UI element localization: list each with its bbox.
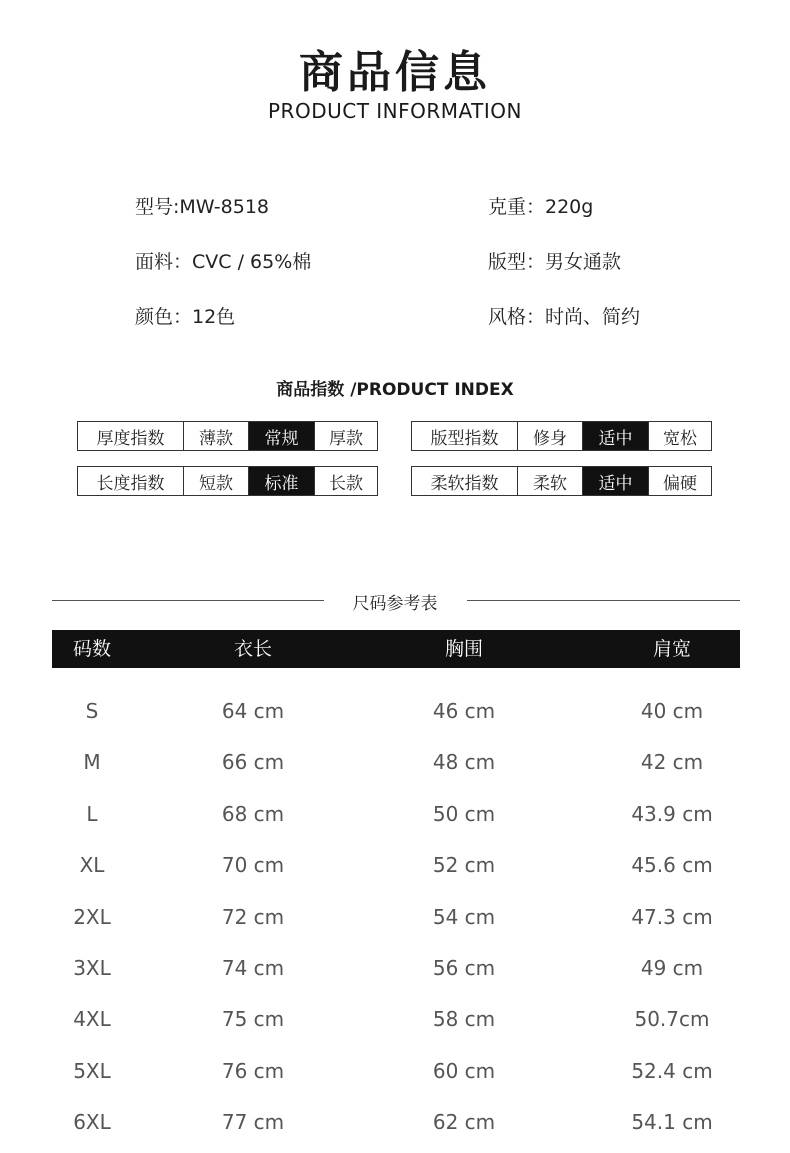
cell-size: 4XL (73, 1007, 111, 1032)
cell-length: 66 cm (221, 750, 285, 775)
index-label: 长度指数 (96, 473, 165, 494)
cell-length: 75 cm (221, 1007, 285, 1032)
page-subtitle: PRODUCT INFORMATION (268, 99, 522, 123)
cell-length: 64 cm (221, 699, 285, 723)
size-table-heading: 尺码参考表 (352, 594, 438, 614)
table-row (52, 850, 740, 880)
cell-size: 5XL (73, 1058, 111, 1083)
cell-chest: 52 cm (432, 853, 496, 878)
index-length (77, 466, 378, 496)
index-option: 偏硬 (648, 467, 711, 495)
page-title: 商品信息 (299, 47, 491, 98)
cell-size: L (86, 801, 98, 826)
index-option: 短款 (183, 467, 248, 495)
table-row (52, 902, 740, 932)
product-index-heading: 商品指数 /PRODUCT INDEX (276, 380, 514, 400)
table-row (52, 799, 740, 829)
cell-size: 3XL (73, 956, 111, 980)
table-row (52, 696, 740, 726)
header-shoulder: 肩宽 (652, 638, 691, 660)
cell-size: 6XL (73, 1110, 111, 1135)
cell-size: S (85, 699, 99, 723)
index-label: 厚度指数 (96, 428, 165, 449)
header-chest: 胸围 (444, 638, 483, 660)
cell-chest: 60 cm (432, 1058, 496, 1083)
cell-shoulder: 49 cm (640, 956, 704, 980)
index-label: 柔软指数 (430, 473, 499, 494)
info-fit: 版型：男女通款 (488, 251, 622, 273)
table-row (52, 953, 740, 983)
table-row (52, 747, 740, 777)
info-fabric: 面料：CVC / 65%棉 (135, 251, 312, 273)
index-option: 修身 (517, 422, 582, 450)
cell-shoulder: 42 cm (640, 750, 704, 775)
index-thickness (77, 421, 378, 451)
index-option: 长款 (314, 467, 377, 495)
cell-length: 68 cm (221, 801, 285, 826)
index-option: 薄款 (183, 422, 248, 450)
cell-length: 76 cm (221, 1058, 285, 1083)
cell-chest: 58 cm (432, 1007, 496, 1032)
header-length: 衣长 (233, 638, 272, 660)
cell-shoulder: 50.7cm (634, 1007, 710, 1032)
cell-size: M (83, 750, 101, 775)
cell-length: 77 cm (221, 1110, 285, 1135)
table-row (52, 1107, 740, 1137)
cell-chest: 46 cm (432, 699, 496, 723)
cell-size: XL (79, 853, 105, 878)
cell-size: 2XL (73, 904, 111, 929)
index-option: 柔软 (517, 467, 582, 495)
index-option: 适中 (582, 467, 648, 495)
cell-shoulder: 52.4 cm (631, 1058, 713, 1083)
table-row (52, 1004, 740, 1034)
index-option: 标准 (248, 467, 314, 495)
index-label: 版型指数 (430, 428, 499, 449)
index-option: 适中 (582, 422, 648, 450)
header-size: 码数 (72, 638, 111, 660)
cell-chest: 62 cm (432, 1110, 496, 1135)
cell-chest: 48 cm (432, 750, 496, 775)
cell-length: 72 cm (221, 904, 285, 929)
cell-chest: 50 cm (432, 801, 496, 826)
info-model: 型号:MW-8518 (135, 196, 270, 218)
cell-shoulder: 54.1 cm (631, 1110, 713, 1135)
index-softness (411, 466, 712, 496)
cell-length: 70 cm (221, 853, 285, 878)
cell-length: 74 cm (221, 956, 285, 980)
index-fit (411, 421, 712, 451)
index-option: 厚款 (314, 422, 377, 450)
size-table-header (52, 630, 740, 668)
cell-chest: 56 cm (432, 956, 496, 980)
index-option: 宽松 (648, 422, 711, 450)
cell-shoulder: 43.9 cm (631, 801, 713, 826)
index-option: 常规 (248, 422, 314, 450)
info-color: 颜色：12色 (135, 306, 236, 328)
cell-shoulder: 45.6 cm (631, 853, 713, 878)
cell-chest: 54 cm (432, 904, 496, 929)
cell-shoulder: 40 cm (640, 699, 704, 723)
table-row (52, 1056, 740, 1086)
cell-shoulder: 47.3 cm (631, 904, 713, 929)
info-style: 风格：时尚、简约 (488, 306, 641, 328)
info-weight: 克重：220g (488, 196, 594, 218)
